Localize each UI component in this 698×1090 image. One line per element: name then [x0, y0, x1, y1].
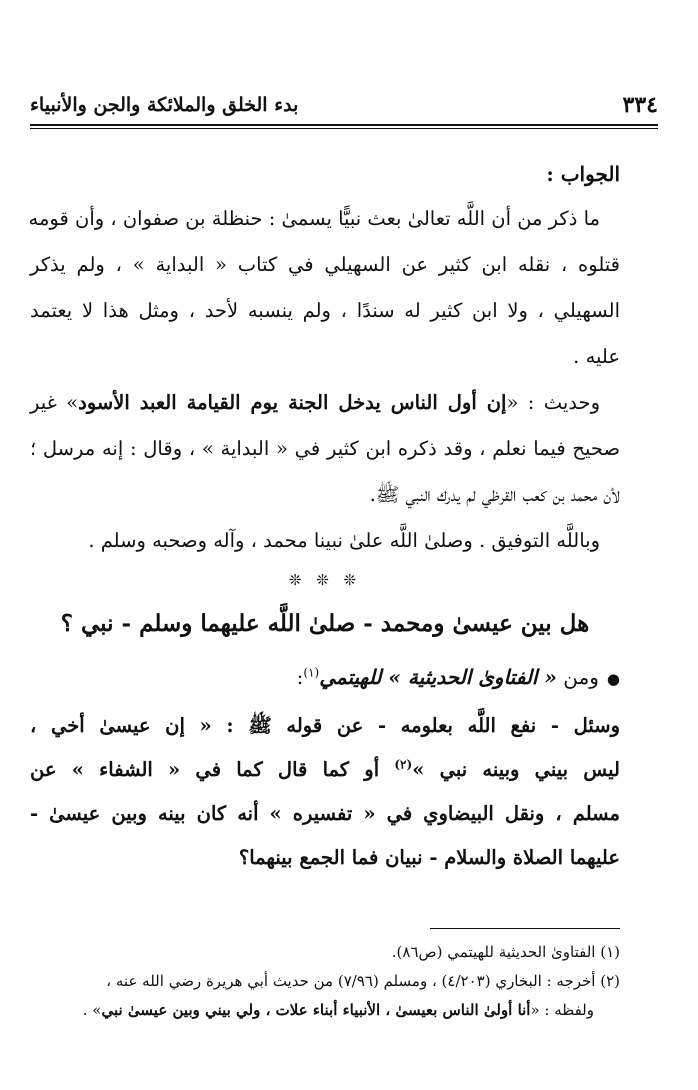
source-prefix: ومن	[563, 665, 599, 689]
question-line3: مسلم ، ونقل البيضاوي في « تفسيره » أنه كان بينه وبين عيسىٰ -	[30, 802, 620, 825]
footnote-ref-2: (٢)	[394, 757, 413, 772]
question-line2	[30, 748, 620, 792]
source-suffix: :	[296, 665, 304, 689]
footnote-2-line2	[30, 996, 620, 1025]
footnote-2-hadith: أنا أولىٰ الناس بعيسىٰ ، الأنبياء أبناء علات ، ولي بيني وبين عيسىٰ نبي	[101, 1001, 531, 1019]
hadith-suffix: » غير	[30, 391, 79, 414]
bullet-icon: ●	[606, 670, 620, 688]
footnote-1: (١) الفتاوىٰ الحديثية للهيتمي (ص٨٦).	[391, 943, 620, 961]
footnotes	[30, 938, 620, 1025]
running-title: بدء الخلق والملائكة والجن والأنبياء	[30, 94, 299, 116]
page-number: ٣٣٤	[622, 92, 658, 118]
answer-para1-line2: قتلوه ، نقله ابن كثير عن السهيلي في كتاب « البداية » ، ولم يذكر	[30, 253, 620, 276]
hadith-prefix: وحديث : «	[506, 391, 600, 414]
answer-para2-line3: لأن محمد بن كعب القرظي لم يدرك النبي ﷺ.	[369, 483, 620, 506]
source-line	[30, 652, 620, 704]
footnote-2-line1: (٢) أخرجه : البخاري (٤/٢٠٣) ، ومسلم (٧/٩٦) من حديث أبي هريرة رضي الله عنه ،	[106, 972, 620, 990]
footnote-2-prefix: ولفظه : «	[530, 1001, 594, 1019]
answer-closing: وباللَّه التوفيق . وصلىٰ اللَّه علىٰ نبينا محمد ، وآله وصحبه وسلم .	[88, 529, 600, 552]
answer-para1-line4: عليه .	[573, 345, 620, 368]
question-line1: وسئل - نفع اللَّه بعلومه - عن قوله ﷺ : « إن عيسىٰ أخي ،	[30, 714, 620, 737]
page-header	[30, 88, 658, 122]
source-title: « الفتاوىٰ الحديثية » للهيتمي	[319, 665, 557, 689]
header-rule-thick	[30, 124, 658, 126]
answer-para2-line2: صحيح فيما نعلم ، وقد ذكره ابن كثير في « البداية » ، وقال : إنه مرسل ؛	[30, 437, 620, 460]
question-line4: عليهما الصلاة والسلام - نبيان فما الجمع بينهما؟	[238, 846, 620, 869]
question-line2-a: ليس بيني وبينه نبي »	[412, 758, 620, 781]
answer-para2-line1	[30, 380, 620, 426]
hadith-quote: إن أول الناس يدخل الجنة يوم القيامة العبد الأسود	[78, 391, 507, 414]
page-body	[30, 152, 620, 880]
question-line2-b: أو كما قال كما في « الشفاء » عن	[30, 758, 380, 781]
header-rule-thin	[30, 128, 658, 129]
answer-heading: الجواب :	[546, 162, 620, 186]
footnote-2-suffix: » .	[82, 1001, 102, 1019]
footnote-rule	[430, 928, 620, 929]
section-title: هل بين عيسىٰ ومحمد - صلىٰ اللَّه عليهما وسلم - نبي ؟	[60, 610, 590, 637]
section-separator: ❊ ❊ ❊	[288, 571, 362, 589]
answer-para1-line1: ما ذكر من أن اللَّه تعالىٰ بعث نبيًّا يسمىٰ : حنظلة بن صفوان ، وأن قومه	[28, 207, 600, 230]
footnote-ref-1: (١)	[303, 665, 320, 680]
answer-para1-line3: السهيلي ، ولا ابن كثير له سندًا ، ولم ينسبه لأحد ، ومثل هذا لا يعتمد	[30, 299, 620, 322]
